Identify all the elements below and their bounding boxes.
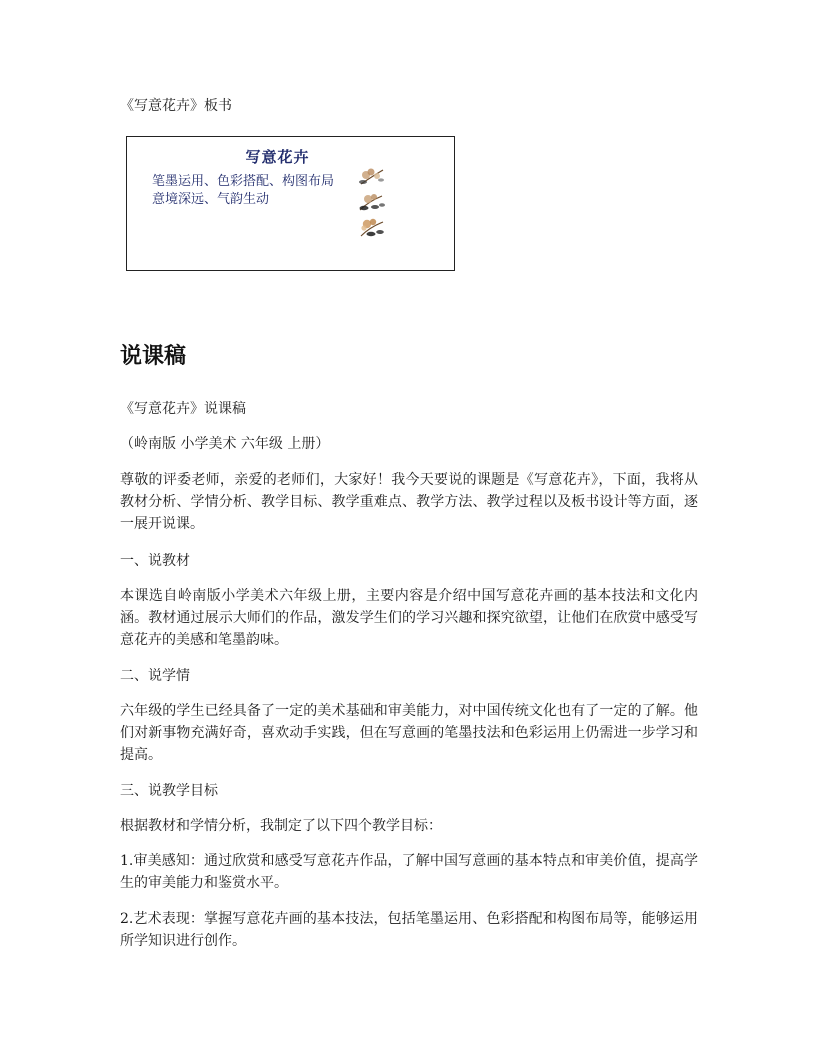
objective-item-1: 1.审美感知：通过欣赏和感受写意花卉作品，了解中国写意画的基本特点和审美价值，提高学生的审美能力和鉴赏水平。 [120, 853, 698, 891]
students-paragraph: 六年级的学生已经具备了一定的美术基础和审美能力，对中国传统文化也有了一定的了解。他们对新事物充满好奇，喜欢动手实践，但在写意画的笔墨技法和色彩运用上仍需进一步学习和提高。 [120, 703, 698, 763]
objective-item-2: 2.艺术表现：掌握写意花卉画的基本技法，包括笔墨运用、色彩搭配和构图布局等，能够运用所学知识进行创作。 [120, 911, 698, 949]
ink-flower-illustration-icon [357, 166, 387, 242]
section-heading: 说课稿 [120, 344, 187, 369]
flower-sprig-1 [359, 169, 384, 185]
section-title-students: 二、说学情 [120, 668, 190, 684]
blackboard-design-box [126, 136, 455, 271]
intro-paragraph: 尊敬的评委老师，亲爱的老师们，大家好！我今天要说的课题是《写意花卉》，下面，我将从教材分析、学情分析、教学目标、教学重难点、教学方法、教学过程以及板书设计等方面，逐一展开说课。 [120, 472, 698, 532]
flower-sprig-2 [360, 194, 386, 210]
board-caption: 《写意花卉》板书 [120, 98, 232, 114]
section-title-textbook: 一、说教材 [120, 553, 190, 569]
board-line-1: 笔墨运用、色彩搭配、构图布局 [152, 174, 335, 189]
board-title: 写意花卉 [245, 148, 310, 166]
objectives-intro: 根据教材和学情分析，我制定了以下四个教学目标： [120, 818, 442, 834]
lecture-title: 《写意花卉》说课稿 [120, 401, 246, 417]
textbook-paragraph: 本课选自岭南版小学美术六年级上册，主要内容是介绍中国写意花卉画的基本技法和文化内涵。教材通过展示大师们的作品，激发学生们的学习兴趣和探究欲望，让他们在欣赏中感受写意花卉的美感和笔墨韵味。 [120, 588, 698, 648]
flower-sprig-3 [361, 219, 384, 236]
section-title-objectives: 三、说教学目标 [120, 783, 218, 799]
textbook-info: （岭南版 小学美术 六年级 上册） [120, 436, 330, 452]
board-line-2: 意境深远、气韵生动 [152, 192, 270, 207]
